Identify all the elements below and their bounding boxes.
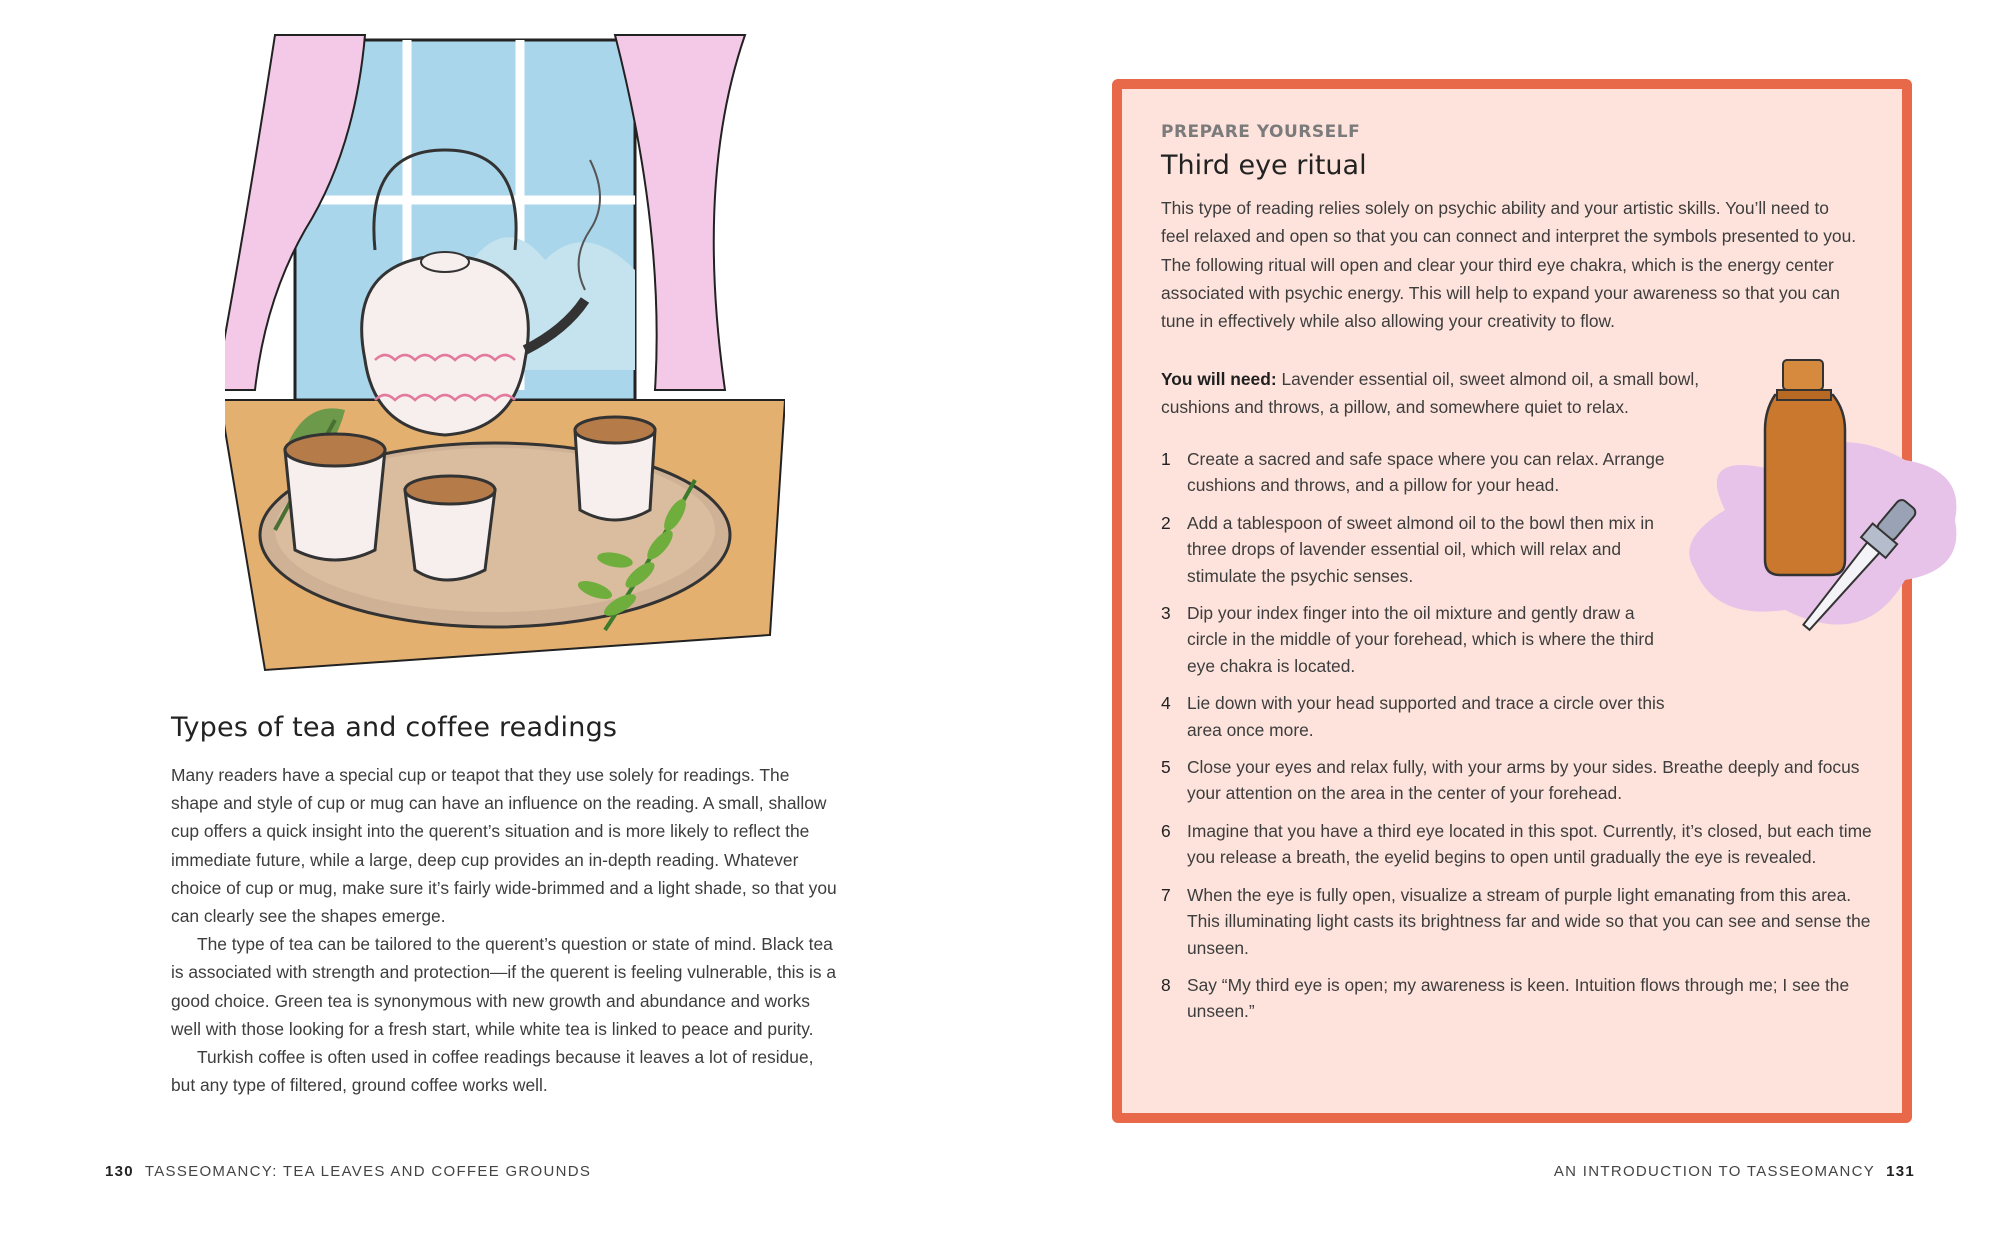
article-heading: Types of tea and coffee readings [171, 712, 618, 743]
list-item [1161, 882, 1881, 961]
list-item [1161, 754, 1881, 807]
teapot-and-cups-illustration [225, 30, 785, 680]
right-footer [1554, 1163, 1915, 1180]
box-intro: This type of reading relies solely on psychic ability and your artistic skills. You’ll need to feel relaxed and open so that you can connect and interpret the symbols presented to you. The following ritual will open and clear your third eye chakra, which is the energy center associated with psychic energy. This will help to expand your awareness so that you can tune in effectively while also allowing your creativity to flow. [1161, 198, 1857, 332]
tea-coffee-article [171, 712, 841, 1099]
right-running-head: AN INTRODUCTION TO TASSEOMANCY [1553, 1163, 1876, 1180]
you-will-need-label: You will need: [1161, 369, 1277, 389]
step-text: Dip your index finger into the oil mixture and gently draw a circle in the middle of your forehead, which is where the third eye chakra is located. [1187, 603, 1654, 676]
step-text: Imagine that you have a third eye located in this spot. Currently, it’s closed, but each time you release a breath, the eyelid begins to open until gradually the eye is revealed. [1187, 820, 1872, 868]
step-number: 7 [1161, 884, 1171, 905]
step-text: Close your eyes and relax fully, with your arms by your sides. Breathe deeply and focus your attention on the area in the center of your forehead. [1187, 757, 1860, 804]
step-text: Create a sacred and safe space where you can relax. Arrange cushions and throws, and a pillow for your head. [1187, 449, 1665, 496]
box-title: Third eye ritual [1161, 150, 1367, 181]
ritual-steps [1161, 446, 1881, 1036]
you-will-need [1161, 365, 1701, 422]
article-paragraph-2: The type of tea can be tailored to the querent’s question or state of mind. Black tea is associated with strength and protection—if the querent is feeling vulnerable, this is a good choice. Green tea is synonymous with new growth and abundance and works well with those looking for a fresh start, while white tea is linked to peace and purity. [171, 934, 837, 1039]
step-number: 3 [1161, 603, 1171, 624]
step-text: When the eye is fully open, visualize a stream of purple light emanating from this area. This illuminating light casts its brightness far and wide so that you can see and sense the unseen. [1187, 884, 1871, 958]
you-will-need-text: Lavender essential oil, sweet almond oil, a small bowl, cushions and throws, a pillow, and somewhere quiet to relax. [1161, 369, 1700, 418]
step-number: 8 [1161, 974, 1171, 995]
list-item [1161, 690, 1677, 743]
step-number: 6 [1161, 820, 1171, 841]
article-paragraph-1: Many readers have a special cup or teapot that they use solely for readings. The shape and style of cup or mug can have an influence on the reading. A small, shallow cup offers a quick insight into the querent’s situation and is more likely to reflect the immediate future, while a large, deep cup provides an in-depth reading. Whatever choice of cup or mug, make sure it’s fairly wide-brimmed and a light shade, so that you can clearly see the shapes emerge. [171, 765, 837, 927]
left-running-head: TASSEOMANCY: TEA LEAVES AND COFFEE GROUNDS [144, 1163, 592, 1180]
article-paragraph-3: Turkish coffee is often used in coffee readings because it leaves a lot of residue, but any type of filtered, ground coffee works well. [171, 1047, 814, 1096]
list-item [1161, 818, 1881, 871]
step-text: Lie down with your head supported and trace a circle over this area once more. [1187, 693, 1665, 740]
step-text: Add a tablespoon of sweet almond oil to the bowl then mix in three drops of lavender essential oil, which will relax and stimulate the psychic senses. [1187, 512, 1654, 586]
list-item [1161, 600, 1667, 679]
step-number: 4 [1161, 693, 1171, 714]
list-item [1161, 972, 1881, 1025]
step-number: 5 [1161, 757, 1171, 778]
right-page-number: 131 [1886, 1163, 1915, 1180]
left-page-number: 130 [105, 1163, 134, 1180]
right-page [1000, 0, 2000, 1236]
step-number: 2 [1161, 512, 1171, 533]
step-text: Say “My third eye is open; my awareness is keen. Intuition flows through me; I see the unseen.” [1187, 974, 1850, 1022]
list-item [1161, 510, 1667, 589]
left-footer [105, 1163, 591, 1180]
step-number: 1 [1161, 449, 1171, 469]
box-kicker: PREPARE YOURSELF [1161, 122, 1361, 142]
list-item [1161, 446, 1697, 499]
